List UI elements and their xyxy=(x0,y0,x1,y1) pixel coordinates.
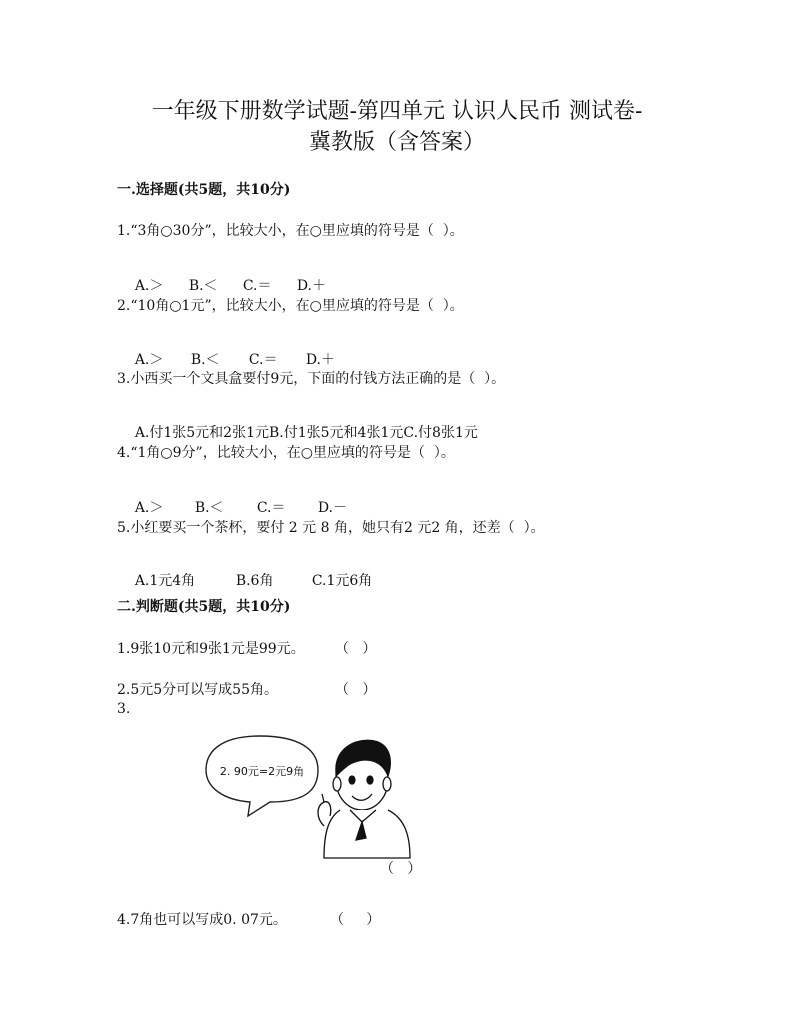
question-5: 5.小红要买一个茶杯，要付 2 元 8 角，她只有2 元2 角，还差（ ）。 xyxy=(117,520,545,536)
judge-item-2: 2.5元5分可以写成55角。 xyxy=(117,682,278,698)
bubble-text: 2. 90元=2元9角 xyxy=(219,765,305,778)
question-4: 4.“1角○9分”，比较大小，在○里应填的符号是（ ）。 xyxy=(117,445,455,461)
answer-blank-4: （ ） xyxy=(330,912,381,928)
judge-item-1: 1.9张10元和9张1元是99元。 xyxy=(117,641,305,657)
page-title-line2: 冀教版（含答案） xyxy=(308,130,485,155)
option-c: C.1元6角 xyxy=(311,573,373,589)
answer-blank-3: （ ） xyxy=(380,861,422,877)
option-c: C.＝ xyxy=(248,352,278,368)
section-heading-choice: 一.选择题(共5题，共10分) xyxy=(117,182,291,198)
answer-blank-2: （ ） xyxy=(335,682,377,698)
option-b: B.＜ xyxy=(188,278,218,294)
option-a: A.＞ xyxy=(134,352,164,368)
page-title-line1: 一年级下册数学试题-第四单元 认识人民币 测试卷- xyxy=(151,99,643,124)
answer-blank-1: （ ） xyxy=(335,641,377,657)
option-a: A.＞ xyxy=(134,278,164,294)
question-3: 3.小西买一个文具盒要付9元，下面的付钱方法正确的是（ ）。 xyxy=(117,371,506,387)
section-heading-judge: 二.判断题(共5题，共10分) xyxy=(117,599,291,615)
option-d: D.＋ xyxy=(296,278,326,294)
judge-item-4: 4.7角也可以写成0. 07元。 xyxy=(117,912,287,928)
boy-icon xyxy=(318,740,410,858)
option-b: B.＜ xyxy=(194,500,224,516)
option-abc: A.付1张5元和2张1元B.付1张5元和4张1元C.付8张1元 xyxy=(134,425,478,441)
option-c: C.＝ xyxy=(242,278,272,294)
option-d: D.＋ xyxy=(305,352,335,368)
option-a: A.1元4角 xyxy=(134,573,196,589)
judge-item-3: 3. xyxy=(117,701,131,717)
question-2: 2.“10角○1元”，比较大小，在○里应填的符号是（ ）。 xyxy=(117,298,464,314)
option-c: C.＝ xyxy=(256,500,286,516)
option-d: D.－ xyxy=(317,500,347,516)
option-b: B.6角 xyxy=(235,573,274,589)
question-1: 1.“3角○30分”，比较大小，在○里应填的符号是（ ）。 xyxy=(117,223,464,239)
option-b: B.＜ xyxy=(190,352,220,368)
boy-speech-illustration xyxy=(200,730,420,860)
option-a: A.＞ xyxy=(134,500,164,516)
